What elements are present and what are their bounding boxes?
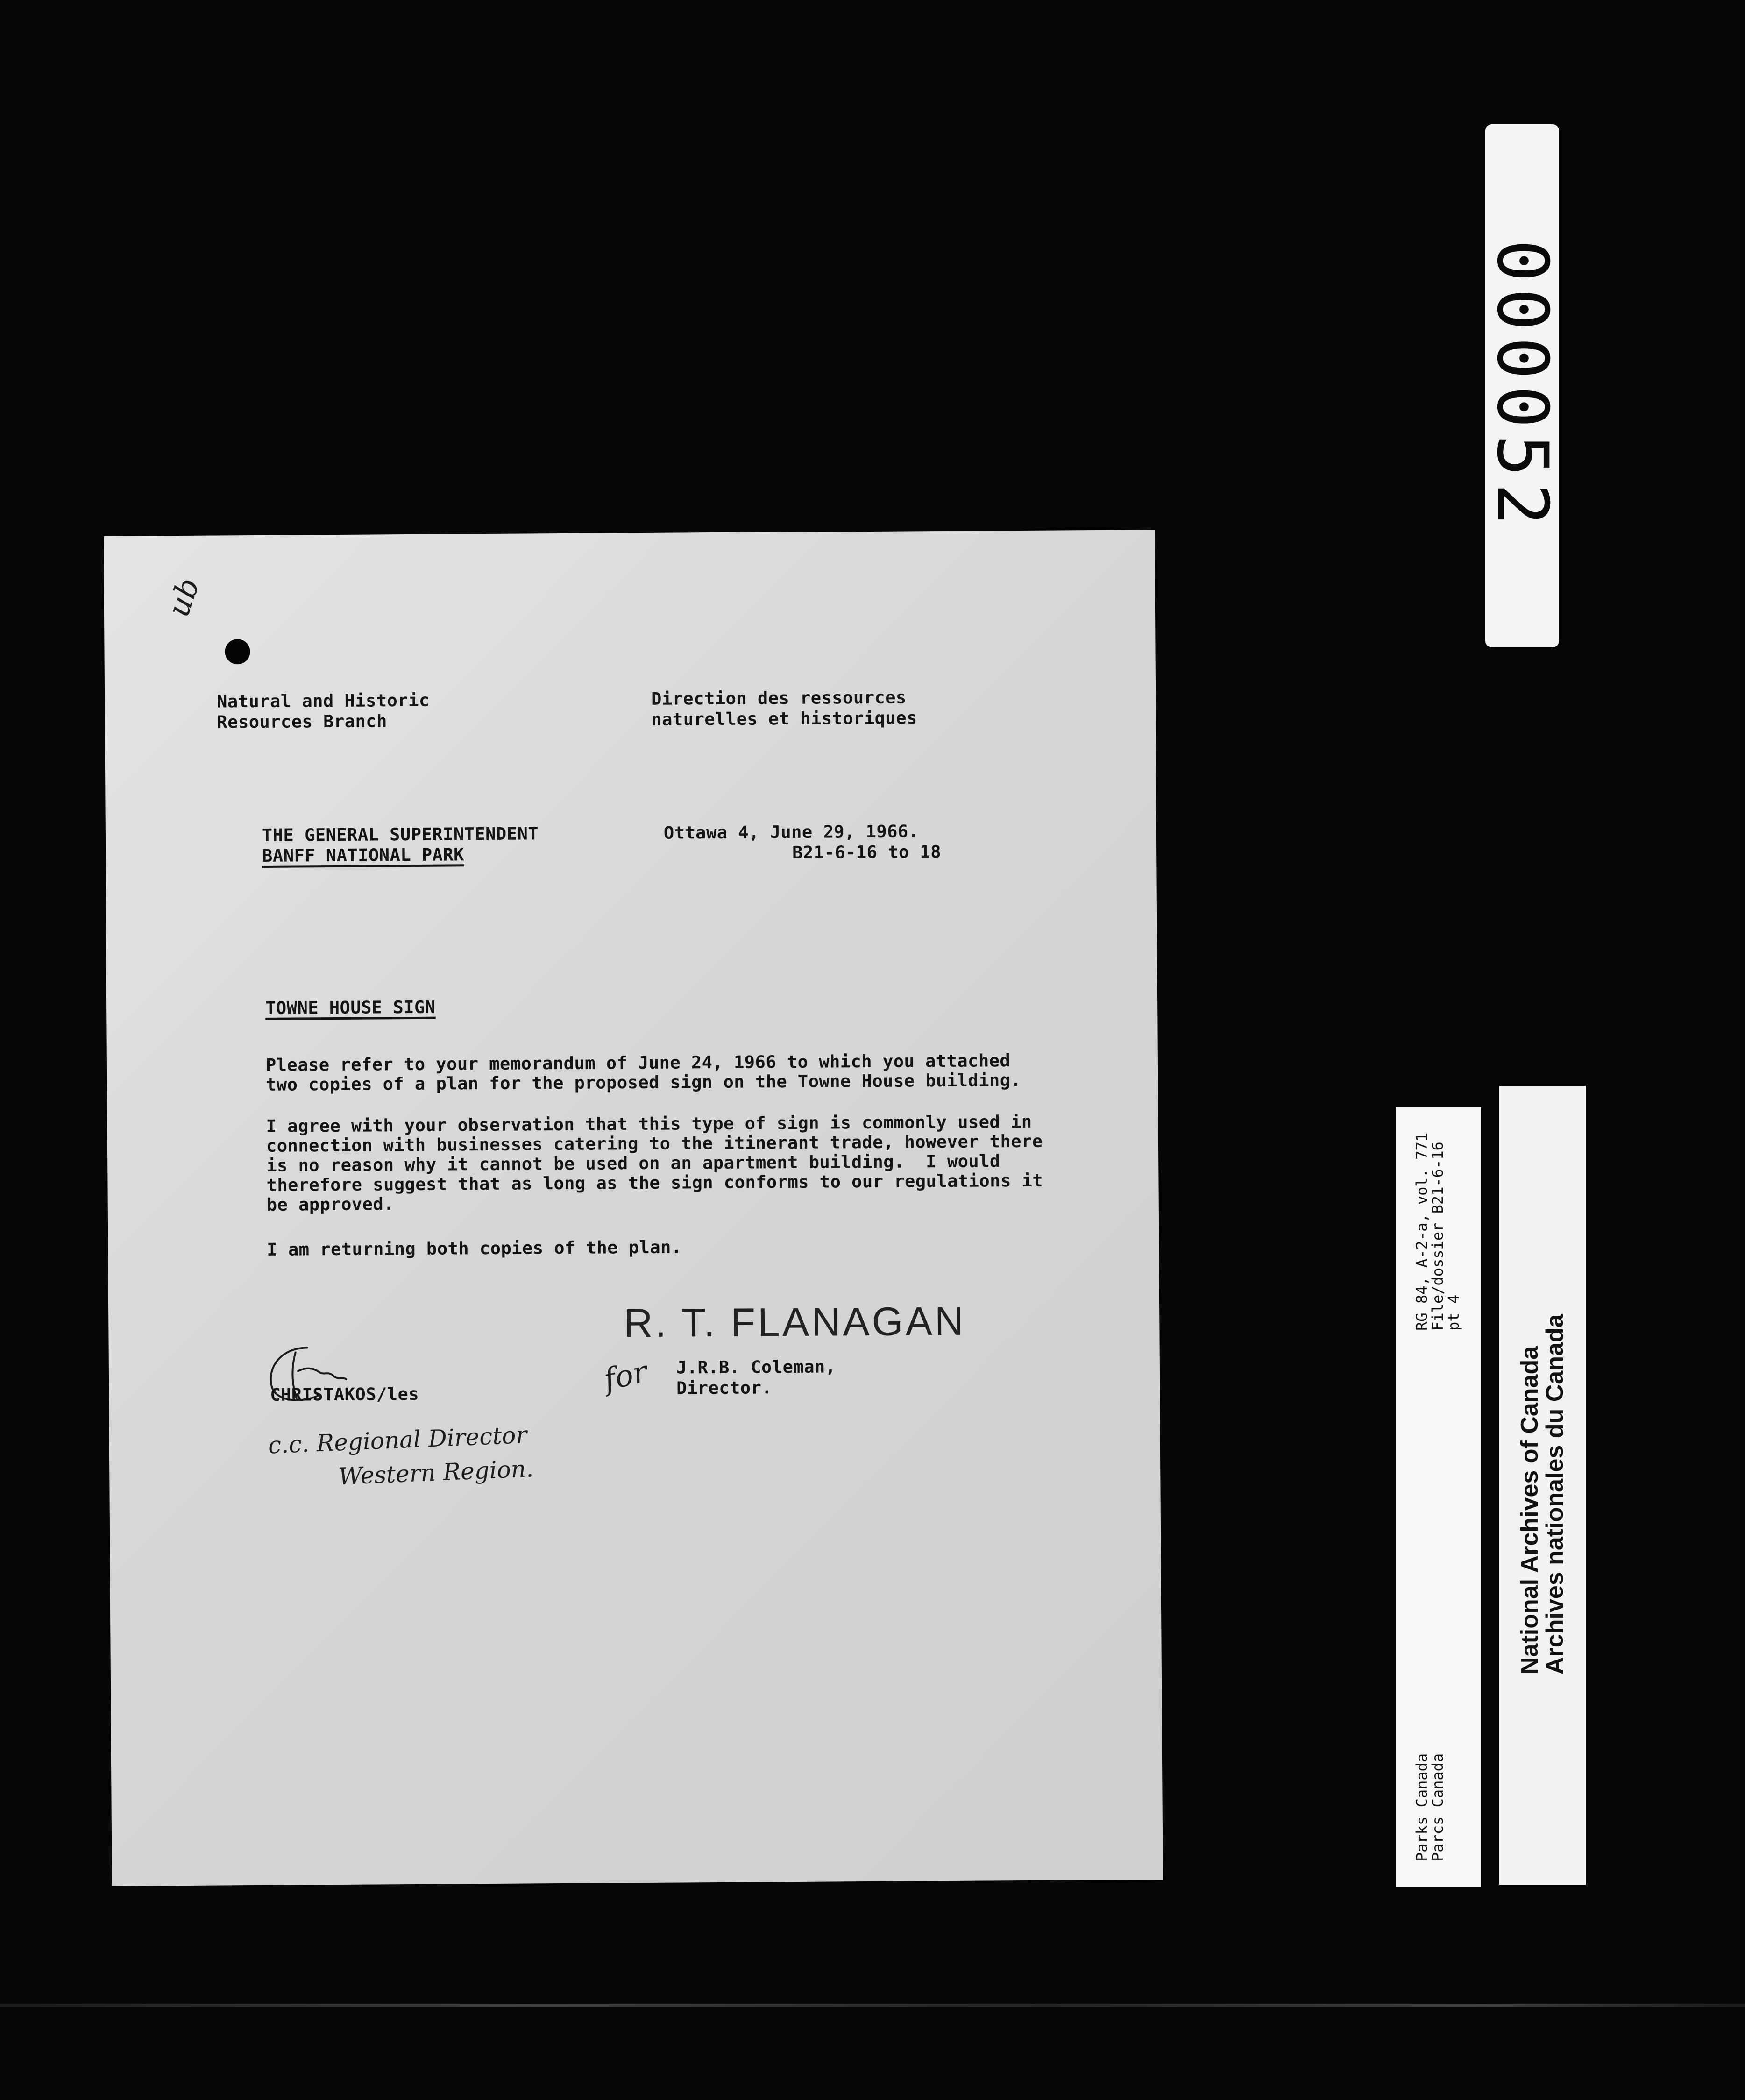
- reference-line: RG 84, A-2-a, vol. 771: [1412, 1133, 1431, 1331]
- file-reference: B21-6-16 to 18: [792, 842, 942, 863]
- subject-line: TOWNE HOUSE SIGN: [265, 997, 436, 1018]
- branch-en-line: Resources Branch: [217, 711, 387, 732]
- agency-block: [1414, 1753, 1446, 1861]
- letter-sheet: [104, 530, 1163, 1886]
- corner-note: ub: [161, 573, 207, 622]
- body-line: I am returning both copies of the plan.: [267, 1237, 682, 1260]
- cc-line: c.c. Regional Director: [267, 1421, 528, 1459]
- signatory-title: Director.: [676, 1377, 773, 1398]
- body-line: two copies of a plan for the proposed sign on the Towne House building.: [266, 1070, 1021, 1095]
- cc-line: Western Region.: [338, 1455, 534, 1490]
- frame-number-strip: [1482, 124, 1563, 647]
- sig-for-handwritten: for: [601, 1355, 651, 1398]
- addressee-line: BANFF NATIONAL PARK: [262, 844, 465, 866]
- initials-line: CHRISTAKOS/les: [270, 1383, 419, 1405]
- body-line: therefore suggest that as long as the sign conforms to our regulations it: [266, 1170, 1043, 1195]
- place-date: Ottawa 4, June 29, 1966.: [663, 821, 919, 843]
- reference-block: [1414, 1133, 1461, 1331]
- frame-number: 000052: [1482, 240, 1563, 532]
- body-line: I agree with your observation that this type of sign is commonly used in: [266, 1111, 1032, 1136]
- body-line: is no reason why it cannot be used on an apartment building. I would: [266, 1151, 1000, 1176]
- archive-reference-label: [1396, 1107, 1481, 1887]
- institution-label: [1499, 1086, 1586, 1885]
- name-stamp: R. T. FLANAGAN: [624, 1298, 966, 1346]
- agency-line: Parcs Canada: [1428, 1753, 1447, 1861]
- branch-en-line: Natural and Historic: [217, 690, 430, 712]
- body-line: Please refer to your memorandum of June 24, 1966 to which you attached: [265, 1050, 1011, 1075]
- institution-line: Archives nationales du Canada: [1541, 1314, 1568, 1674]
- reference-line: pt 4: [1444, 1294, 1462, 1331]
- branch-fr-line: Direction des ressources: [651, 687, 907, 709]
- punch-hole: [225, 639, 250, 664]
- addressee-line: THE GENERAL SUPERINTENDENT: [262, 823, 539, 845]
- institution-line: National Archives of Canada: [1516, 1346, 1543, 1674]
- branch-fr-line: naturelles et historiques: [651, 708, 917, 730]
- body-line: connection with businesses catering to the itinerant trade, however there: [266, 1131, 1043, 1156]
- agency-line: Parks Canada: [1412, 1753, 1431, 1861]
- signatory-name: J.R.B. Coleman,: [676, 1356, 836, 1378]
- institution-text: [1503, 1100, 1582, 1871]
- body-line: be approved.: [266, 1194, 395, 1215]
- film-edge: [0, 2004, 1745, 2007]
- reference-line: File/dossier B21-6-16: [1428, 1142, 1447, 1331]
- archive-reference-text: [1399, 1123, 1478, 1871]
